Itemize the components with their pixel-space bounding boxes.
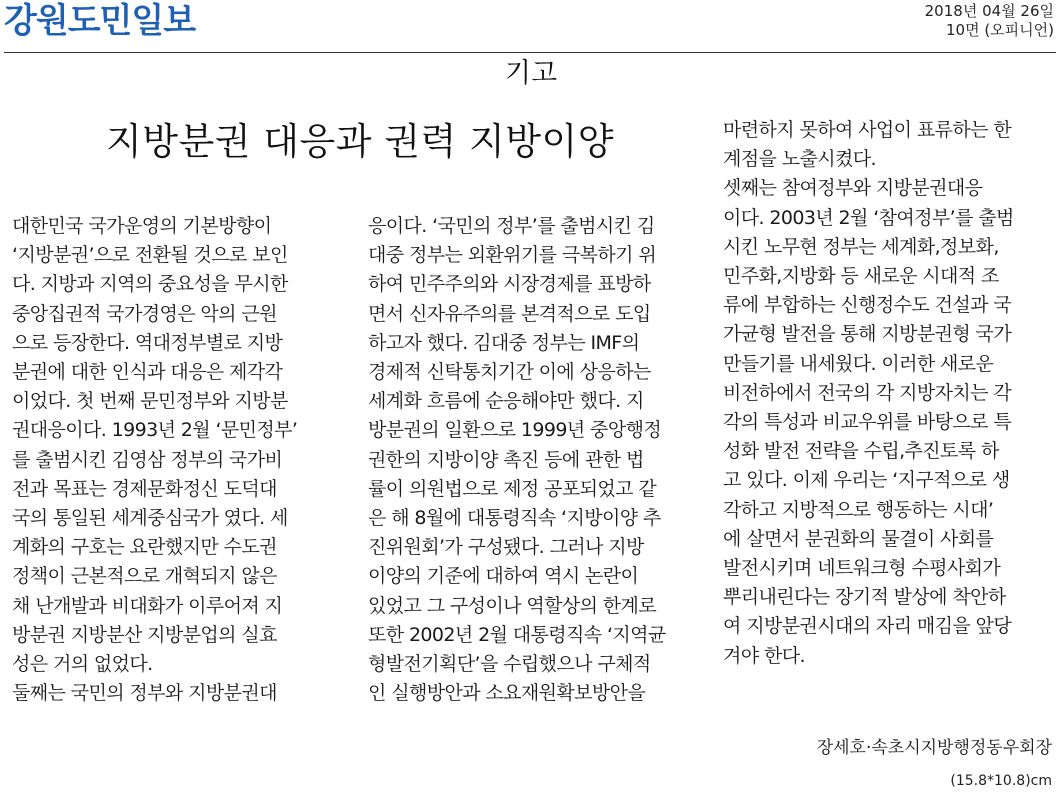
section-label: 기고 [504,58,558,89]
clipping-dimensions: (15.8*10.8)cm [950,773,1052,789]
issue-date: 2018년 04월 26일 [924,2,1054,20]
newspaper-masthead: 강원도민일보 [4,1,196,41]
article-column-2: 응이다. ‘국민의 정부’를 출범시킨 김 대중 정부는 외환위기를 극복하기 위 하여 민주주의와 시장경제를 표방하 면서 신자유주의를 본격적으로 도입 하고자 했다. 김대중 정부는 IMF의 경제적 신탁통치기간 이에 상응하는 세계화 흐름에 순응해야만 했다. 지 방분권의 일환으로 1999년 중앙행정 권한의 지방이양 촉진 등에 관한 법 률이 의원법으로 제정 공포되었고 같 은 해 8월에 대통령직속 ‘지방이양 추 진위원회’가 구성됐다. 그러나 지방 이양의 기준에 대하여 역시 논란이 있었고 그 구성이나 역할상의 한계로 또한 2002년 2월 대통령직속 ‘지역균 형발전기획단’을 수립했으나 구체적 인 실행방안과 소요재원확보방안을 [368,215,666,705]
issue-page: 10면 (오피니언) [945,21,1054,39]
article-column-1: 대한민국 국가운영의 기본방향이 ‘지방분권’으로 전환될 것으로 보인 다. 지방과 지역의 중요성을 무시한 중앙집권적 국가경영은 악의 근원 으로 등장한다. 역대정부별로 지방 분권에 대한 인식과 대응은 제각각 이었다. 첫 번째 문민정부와 지방분 권대응이다. 1993년 2월 ‘문민정부’ 를 출범시킨 김영삼 정부의 국가비 전과 목표는 경제문화정신 도덕대 국의 통일된 세계중심국가 였다. 세 계화의 구호는 요란했지만 수도권 정책이 근본적으로 개혁되지 않은 채 난개발과 비대화가 이루어져 지 방분권 지방분산 지방분업의 실효 성은 거의 없었다. 둘째는 국민의 정부와 지방분권대 [12,215,298,705]
header-divider [4,52,1056,53]
article-author: 장세호·속초시지방행정동우회장 [816,738,1052,758]
issue-info [925,2,1054,40]
article-headline: 지방분권 대응과 권력 지방이양 [106,120,614,163]
article-column-3: 마련하지 못하여 사업이 표류하는 한 계점을 노출시켰다. 셋째는 참여정부와 지방분권대응 이다. 2003년 2월 ‘참여정부’를 출범 시킨 노무현 정부는 세계화,정보화, 민주화,지방화 등 새로운 시대적 조 류에 부합하는 신행정수도 건설과 국 가균형 발전을 통해 지방분권형 국가 만들기를 내세웠다. 이러한 새로운 비전하에서 전국의 각 지방자치는 각 각의 특성과 비교우위를 바탕으로 특 성화 발전 전략을 수립,추진토록 하 고 있다. 이제 우리는 ‘지구적으로 생 각하고 지방적으로 행동하는 시대’ 에 살면서 분권화의 물결이 사회를 발전시키며 네트워크형 수평사회가 뿌리내린다는 장기적 발상에 착안하 여 지방분권시대의 자리 매김을 앞당 겨야 한다. [723,119,1014,667]
